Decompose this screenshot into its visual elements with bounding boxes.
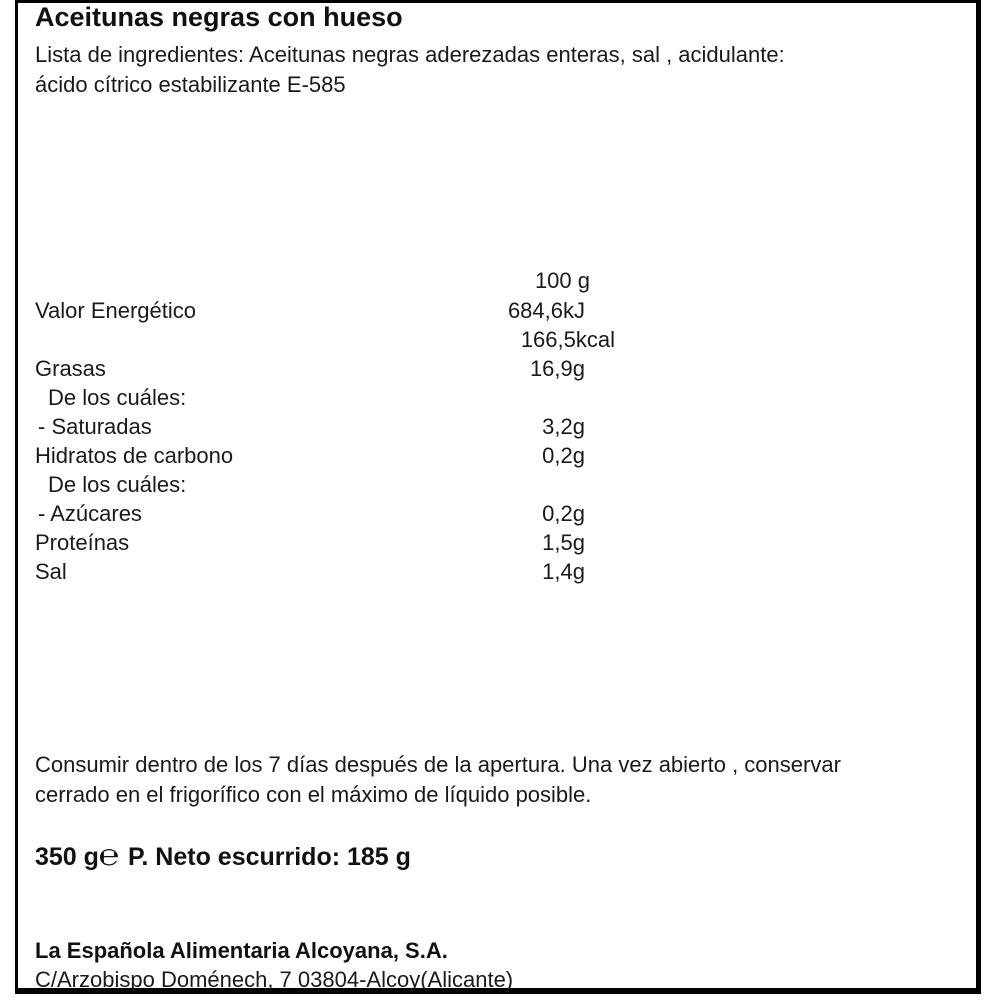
nutrition-value: 684,6kJ bbox=[507, 298, 585, 323]
nutrition-value: 1,5g bbox=[542, 530, 585, 555]
nutrition-label: - Saturadas bbox=[38, 414, 152, 439]
nutrition-header: 100 g bbox=[534, 268, 590, 293]
nutrition-label: De los cuáles: bbox=[48, 385, 187, 410]
drained-weight: P. Neto escurrido: 185 g bbox=[127, 843, 411, 871]
nutrition-value: 3,2g bbox=[542, 414, 585, 439]
nutrition-label: Proteínas bbox=[35, 530, 130, 555]
product-title: Aceitunas negras con hueso bbox=[35, 2, 403, 32]
storage-line-1: Consumir dentro de los 7 días después de la apertura. Una vez abierto , conservar bbox=[35, 752, 841, 777]
nutrition-label: Hidratos de carbono bbox=[35, 443, 234, 468]
ingredients-line-1: Lista de ingredientes: Aceitunas negras aderezadas enteras, sal , acidulante: bbox=[35, 42, 785, 67]
nutrition-value: 0,2g bbox=[542, 501, 585, 526]
net-weight bbox=[35, 838, 411, 873]
nutrition-value: 1,4g bbox=[542, 559, 585, 584]
nutrition-value: 16,9g bbox=[529, 356, 585, 381]
nutrition-label: - Azúcares bbox=[38, 501, 142, 526]
nutrition-label: Valor Energético bbox=[35, 298, 197, 323]
nutrition-value: 0,2g bbox=[542, 443, 585, 468]
ingredients-line-2: ácido cítrico estabilizante E-585 bbox=[35, 72, 346, 97]
nutrition-label: Sal bbox=[35, 559, 67, 584]
nutrition-value: 166,5kcal bbox=[520, 327, 615, 352]
nutrition-label: Grasas bbox=[35, 356, 106, 381]
manufacturer-address: C/Arzobispo Doménech, 7 03804-Alcoy(Alicante) bbox=[35, 967, 514, 992]
estimated-sign-icon: ℮ bbox=[98, 838, 120, 873]
manufacturer-name: La Española Alimentaria Alcoyana, S.A. bbox=[35, 938, 448, 963]
nutrition-label: De los cuáles: bbox=[48, 472, 187, 497]
storage-line-2: cerrado en el frigorífico con el máximo de líquido posible. bbox=[35, 782, 592, 807]
net-weight-value: 350 g bbox=[35, 843, 99, 871]
